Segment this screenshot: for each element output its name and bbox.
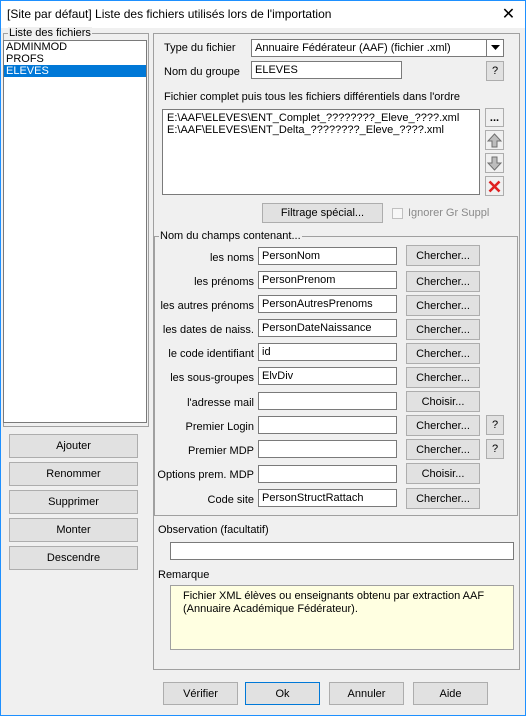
field-input[interactable]: PersonPrenom: [258, 271, 397, 289]
ignore-group-label: Ignorer Gr Suppl: [408, 207, 490, 219]
field-input[interactable]: PersonStructRattach: [258, 489, 397, 507]
field-label: les prénoms: [194, 276, 254, 288]
field-choose-button[interactable]: Choisir...: [406, 463, 480, 484]
file-type-select[interactable]: [251, 39, 504, 57]
field-search-button[interactable]: Chercher...: [406, 271, 480, 292]
field-search-button[interactable]: Chercher...: [406, 343, 480, 364]
field-label: Premier MDP: [187, 445, 254, 457]
remark-label: Remarque: [158, 569, 210, 581]
move-file-up-button[interactable]: [485, 130, 504, 150]
file-list-label: Liste des fichiers: [9, 27, 91, 39]
browse-button[interactable]: [485, 108, 504, 127]
cancel-button[interactable]: Annuler: [329, 682, 404, 705]
list-item[interactable]: ADMINMOD: [6, 41, 68, 53]
ignore-group-checkbox[interactable]: [392, 208, 403, 219]
files-list[interactable]: [162, 109, 480, 195]
field-input[interactable]: [258, 416, 397, 434]
field-label: les dates de naiss.: [162, 324, 254, 336]
field-search-button[interactable]: Chercher...: [406, 415, 480, 436]
field-label: le code identifiant: [168, 348, 254, 360]
field-input[interactable]: PersonDateNaissance: [258, 319, 397, 337]
file-type-label: Type du fichier: [164, 42, 236, 54]
field-input[interactable]: PersonAutresPrenoms: [258, 295, 397, 313]
group-name-help-button[interactable]: ?: [486, 61, 504, 81]
observation-label: Observation (facultatif): [158, 524, 269, 536]
field-input[interactable]: id: [258, 343, 397, 361]
field-choose-button[interactable]: Choisir...: [406, 391, 480, 412]
remove-file-button[interactable]: [485, 176, 504, 196]
group-name-input[interactable]: ELEVES: [251, 61, 402, 79]
field-label: Premier Login: [185, 421, 254, 433]
file-line[interactable]: E:\AAF\ELEVES\ENT_Complet_????????_Eleve_????.xml: [167, 112, 460, 124]
field-input[interactable]: ElvDiv: [258, 367, 397, 385]
delete-x-icon: [488, 180, 501, 193]
field-search-button[interactable]: Chercher...: [406, 439, 480, 460]
delete-button[interactable]: Supprimer: [9, 490, 138, 514]
field-input[interactable]: [258, 440, 397, 458]
verify-button[interactable]: Vérifier: [163, 682, 238, 705]
list-item[interactable]: PROFS: [6, 53, 44, 65]
browse-label: ...: [489, 111, 500, 124]
field-label: les autres prénoms: [160, 300, 254, 312]
field-search-button[interactable]: Chercher...: [406, 488, 480, 509]
special-filter-button[interactable]: Filtrage spécial...: [262, 203, 383, 223]
window-title: [Site par défaut] Liste des fichiers utilisés lors de l'importation: [7, 7, 332, 21]
field-label: Options prem. MDP: [157, 469, 254, 481]
rename-button[interactable]: Renommer: [9, 462, 138, 486]
field-input[interactable]: PersonNom: [258, 247, 397, 265]
field-help-button[interactable]: ?: [486, 415, 504, 435]
title-bar: [1, 1, 525, 28]
field-search-button[interactable]: Chercher...: [406, 319, 480, 340]
observation-input[interactable]: [170, 542, 514, 560]
ok-button[interactable]: Ok: [245, 682, 320, 705]
chevron-down-icon[interactable]: [486, 40, 503, 56]
move-up-button[interactable]: Monter: [9, 518, 138, 542]
move-down-button[interactable]: Descendre: [9, 546, 138, 570]
field-label: Code site: [207, 494, 254, 506]
file-list[interactable]: [3, 40, 147, 423]
file-line[interactable]: E:\AAF\ELEVES\ENT_Delta_????????_Eleve_????.xml: [167, 124, 444, 136]
field-search-button[interactable]: Chercher...: [406, 245, 480, 266]
file-type-value: Annuaire Fédérateur (AAF) (fichier .xml): [255, 42, 451, 54]
add-button[interactable]: Ajouter: [9, 434, 138, 458]
field-search-button[interactable]: Chercher...: [406, 295, 480, 316]
list-item[interactable]: ELEVES: [4, 65, 146, 77]
group-name-label: Nom du groupe: [164, 66, 240, 78]
help-button[interactable]: Aide: [413, 682, 488, 705]
close-icon[interactable]: ✕: [501, 6, 516, 23]
arrow-down-icon: [487, 156, 502, 171]
fields-group-label: Nom du champs contenant...: [160, 230, 301, 242]
arrow-up-icon: [487, 133, 502, 148]
remark-text: Fichier XML élèves ou enseignants obtenu par extraction AAF (Annuaire Académique Fédérateur).: [170, 585, 514, 650]
field-input[interactable]: [258, 465, 397, 483]
move-file-down-button[interactable]: [485, 153, 504, 173]
field-input[interactable]: [258, 392, 397, 410]
field-label: l'adresse mail: [187, 397, 254, 409]
field-help-button[interactable]: ?: [486, 439, 504, 459]
field-label: les noms: [209, 252, 254, 264]
files-label: Fichier complet puis tous les fichiers différentiels dans l'ordre: [164, 91, 460, 103]
field-search-button[interactable]: Chercher...: [406, 367, 480, 388]
field-label: les sous-groupes: [170, 372, 254, 384]
